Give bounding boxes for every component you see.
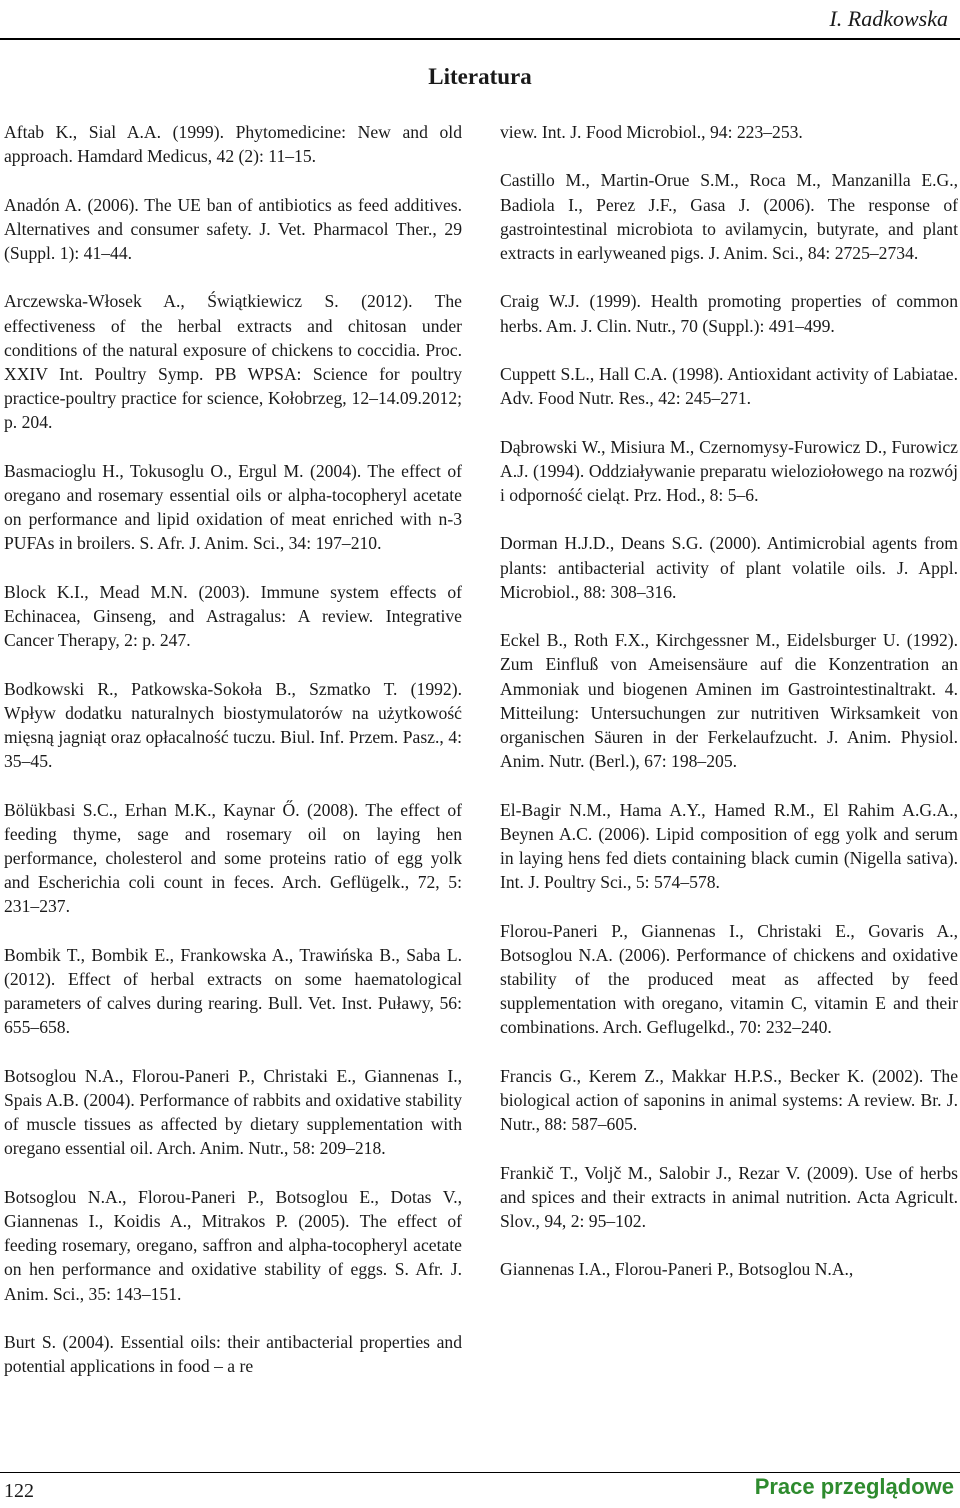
reference: Basmacioglu H., Tokusoglu O., Ergul M. (2004). The effect of oregano and rosemary essential oils or alpha-tocopheryl acetate on performance and lipid oxidation of meat enriched with n-3 PUFAs in broilers. S. Afr. J. Anim. Sci., 34: 197–210. xyxy=(4,460,462,554)
reference: Bodkowski R., Patkowska-Sokoła B., Szmatko T. (1992). Wpływ dodatku naturalnych biostymulatorów na użytkowość mięsną jagniąt oraz opłacalność tuczu. Biul. Inf. Przem. Pasz., 4: 35–45. xyxy=(4,678,462,772)
reference: El-Bagir N.M., Hama A.Y., Hamed R.M., El Rahim A.G.A., Beynen A.C. (2006). Lipid composition of egg yolk and serum in laying hens fed diets containing black cumin (Nigella sativa). Int. J. Poultry Sci., 5: 574–578. xyxy=(500,799,958,893)
reference: Aftab K., Sial A.A. (1999). Phytomedicine: New and old approach. Hamdard Medicus, 42 (2): 11–15. xyxy=(4,122,462,167)
reference: Dąbrowski W., Misiura M., Czernomysy-Furowicz D., Furowicz A.J. (1994). Oddziaływanie preparatu wieloziołowego na rozwój i odporność cieląt. Prz. Hod., 8: 5–6. xyxy=(500,436,958,505)
reference: Botsoglou N.A., Florou-Paneri P., Botsoglou E., Dotas V., Giannenas I., Koidis A., Mitrakos P. (2005). The effect of feeding rosemary, oregano, saffron and alpha-tocopheryl acetate on hen performance and oxidative stability of eggs. S. Afr. J. Anim. Sci., 35: 143–151. xyxy=(4,1186,462,1304)
journal-section-label: Prace przeglądowe xyxy=(754,1474,954,1499)
reference: Castillo M., Martin-Orue S.M., Roca M., Manzanilla E.G., Badiola I., Perez J.F., Gasa J. (2006). The response of gastrointestinal microbiota to avilamycin, butyrate, and plant extracts in earlyweaned pigs. J. Anim. Sci., 84: 2725–2734. xyxy=(500,170,958,263)
reference: Eckel B., Roth F.X., Kirchgessner M., Eidelsburger U. (1992). Zum Einfluß von Ameisensäure auf die Konzentration an Ammoniak und biogenen Aminen im Gastrointestinaltrakt. 4. Mitteilung: Untersuchungen zur nutritiven Wirksamkeit von organischen Säuren in der Ferkelaufzucht. J. Anim. Physiol. Anim. Nutr. (Berl.), 67: 198–205. xyxy=(500,630,958,772)
reference: Dorman H.J.D., Deans S.G. (2000). Antimicrobial agents from plants: antibacterial activity of plant volatile oils. J. Appl. Microbiol., 88: 308–316. xyxy=(500,533,958,602)
reference: Craig W.J. (1999). Health promoting properties of common herbs. Am. J. Clin. Nutr., 70 (Suppl.): 491–499. xyxy=(500,291,958,336)
reference: view. Int. J. Food Microbiol., 94: 223–253. xyxy=(500,122,803,142)
reference: Giannenas I.A., Florou-Paneri P., Botsoglou N.A., xyxy=(500,1259,854,1280)
reference: Florou-Paneri P., Giannenas I., Christaki E., Govaris A., Botsoglou N.A. (2006). Performance of chickens and oxidative stability of the produced meat as affected by feed supplementation with oregano, vitamin C, vitamin E and their combinations. Arch. Geflugelkd., 70: 232–240. xyxy=(500,920,958,1038)
running-head: I. Radkowska xyxy=(829,6,948,31)
reference: Block K.I., Mead M.N. (2003). Immune system effects of Echinacea, Ginseng, and Astragalus: A review. Integrative Cancer Therapy, 2: p. 247. xyxy=(4,581,462,651)
reference: Cuppett S.L., Hall C.A. (1998). Antioxidant activity of Labiatae. Adv. Food Nutr. Res., 42: 245–271. xyxy=(500,363,958,409)
footer-rule xyxy=(0,1472,960,1473)
reference: Burt S. (2004). Essential oils: their antibacterial properties and potential applications in food – a re xyxy=(4,1332,462,1377)
page-number: 122 xyxy=(4,1480,34,1502)
reference: Bombik T., Bombik E., Frankowska A., Trawińska B., Saba L. (2012). Effect of herbal extracts on some haematological parameters of calves during rearing. Bull. Vet. Inst. Puławy, 56: 655–658. xyxy=(4,944,462,1038)
header-rule xyxy=(0,38,960,40)
reference: Bölükbasi S.C., Erhan M.K., Kaynar Ő. (2008). The effect of feeding thyme, sage and rosemary oil on laying hen performance, cholesterol and some proteins ratio of egg yolk and Escherichia coli count in feces. Arch. Geflügelk., 72, 5: 231–237. xyxy=(4,799,462,917)
reference: Frankič T., Voljč M., Salobir J., Rezar V. (2009). Use of herbs and spices and their extracts in animal nutrition. Acta Agricult. Slov., 94, 2: 95–102. xyxy=(500,1162,958,1231)
reference: Botsoglou N.A., Florou-Paneri P., Christaki E., Giannenas I., Spais A.B. (2004). Performance of rabbits and oxidative stability of muscle tissues as affected by dietary supplementation with oregano essential oil. Arch. Anim. Nutr., 58: 209–218. xyxy=(4,1065,462,1159)
right-column xyxy=(500,120,958,1306)
reference: Arczewska-Włosek A., Świątkiewicz S. (2012). The effectiveness of the herbal extracts and chitosan under conditions of the natural exposure of chickens to coccidia. Proc. XXIV Int. Poultry Symp. PB WPSA: Science for poultry practice-poultry practice for science, Kołobrzeg, 12–14.09.2012; p. 204. xyxy=(4,291,462,433)
left-column xyxy=(4,120,462,1403)
reference: Francis G., Kerem Z., Makkar H.P.S., Becker K. (2002). The biological action of saponins in animal systems: A review. Br. J. Nutr., 88: 587–605. xyxy=(500,1065,958,1135)
section-title: Literatura xyxy=(428,64,532,89)
reference: Anadón A. (2006). The UE ban of antibiotics as feed additives. Alternatives and consumer safety. J. Vet. Pharmacol Ther., 29 (Suppl. 1): 41–44. xyxy=(4,194,462,263)
